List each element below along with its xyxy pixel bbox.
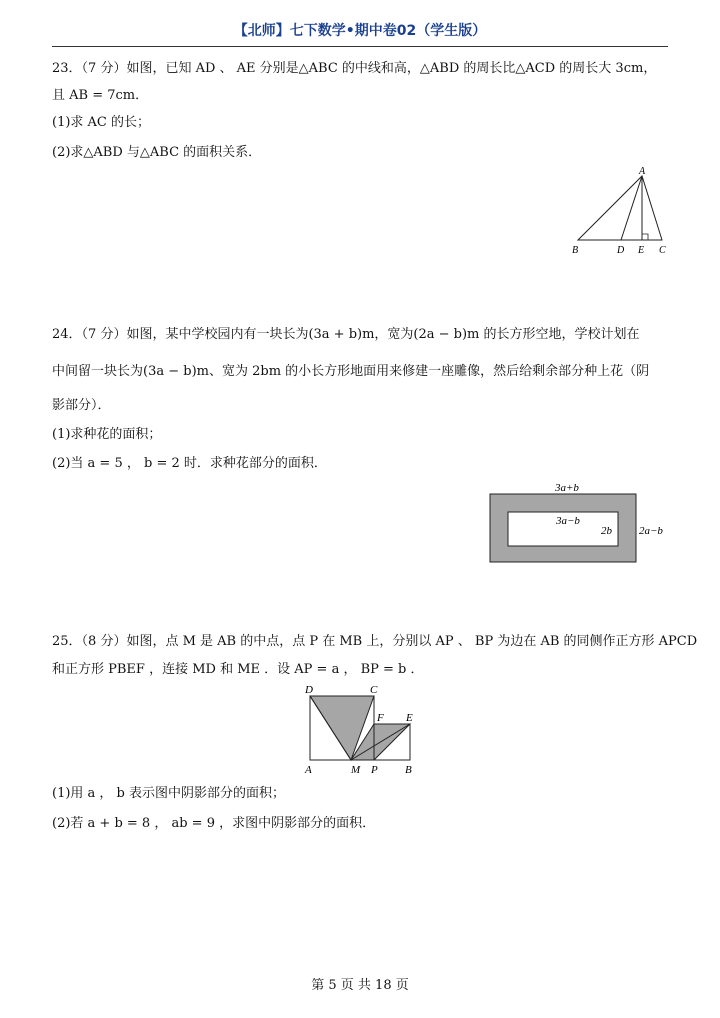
median-ad [621, 176, 642, 240]
page-footer: 第 5 页 共 18 页 [311, 978, 409, 993]
label-f: F [377, 712, 384, 724]
q25-stem-line2: 和正方形 PBEF ，连接 MD 和 ME ．设 AP = a ， BP = b ． [52, 662, 424, 677]
q24-rectangle-figure [488, 478, 678, 566]
label-p: P [371, 764, 378, 776]
outer-width-label: 2a−b [639, 525, 663, 537]
page-header: 【北师】七下数学•期中卷02（学生版） [233, 23, 487, 39]
q24-stem-line3: 影部分）． [52, 398, 111, 413]
label-d: D [305, 684, 313, 696]
q24-part1: (1)求种花的面积； [52, 427, 162, 442]
q25-stem-line1: 25．（8 分）如图，点 M 是 AB 的中点，点 P 在 MB 上，分别以 AP 、 BP 为边在 AB 的同侧作正方形 APCD [52, 634, 698, 649]
q25-part1: (1)用 a ， b 表示图中阴影部分的面积； [52, 786, 286, 801]
q24-part2: (2)当 a = 5 ， b = 2 时．求种花部分的面积． [52, 456, 327, 471]
q23-part1: (1)求 AC 的长； [52, 115, 151, 130]
q25-squares-figure [300, 682, 420, 776]
label-d: D [617, 245, 625, 256]
q23-stem-line1: 23．（7 分）如图，已知 AD 、 AE 分别是△ABC 的中线和高，△ABD 的周长比△ACD 的周长大 3cm， [52, 61, 657, 76]
q23-triangle-figure [566, 164, 676, 258]
label-e: E [638, 245, 645, 256]
q24-stem-line2: 中间留一块长为(3a − b)m、宽为 2bm 的小长方形地面用来修建一座雕像，然后给剩余部分种上花（阴 [52, 364, 650, 379]
q23-part2: (2)求△ABD 与△ABC 的面积关系． [52, 145, 262, 160]
q25-part2: (2)若 a + b = 8 ， ab = 9 ，求图中阴影部分的面积． [52, 816, 376, 831]
label-e: E [406, 712, 413, 724]
inner-length-label: 3a−b [556, 515, 580, 527]
label-a: A [639, 166, 646, 177]
outer-length-label: 3a+b [555, 482, 579, 494]
label-b: B [405, 764, 412, 776]
label-b: B [572, 245, 579, 256]
label-a: A [305, 764, 312, 776]
inner-width-label: 2b [601, 525, 612, 537]
label-m: M [351, 764, 361, 776]
q23-stem-line2: 且 AB = 7cm． [52, 88, 149, 103]
label-c: C [370, 684, 378, 696]
q24-stem-line1: 24．（7 分）如图，某中学校园内有一块长为(3a + b)m，宽为(2a − b)m 的长方形空地，学校计划在 [52, 327, 640, 342]
label-c: C [659, 245, 666, 256]
header-divider [52, 46, 668, 47]
right-angle-mark [642, 234, 648, 240]
triangle-abc [578, 176, 662, 240]
